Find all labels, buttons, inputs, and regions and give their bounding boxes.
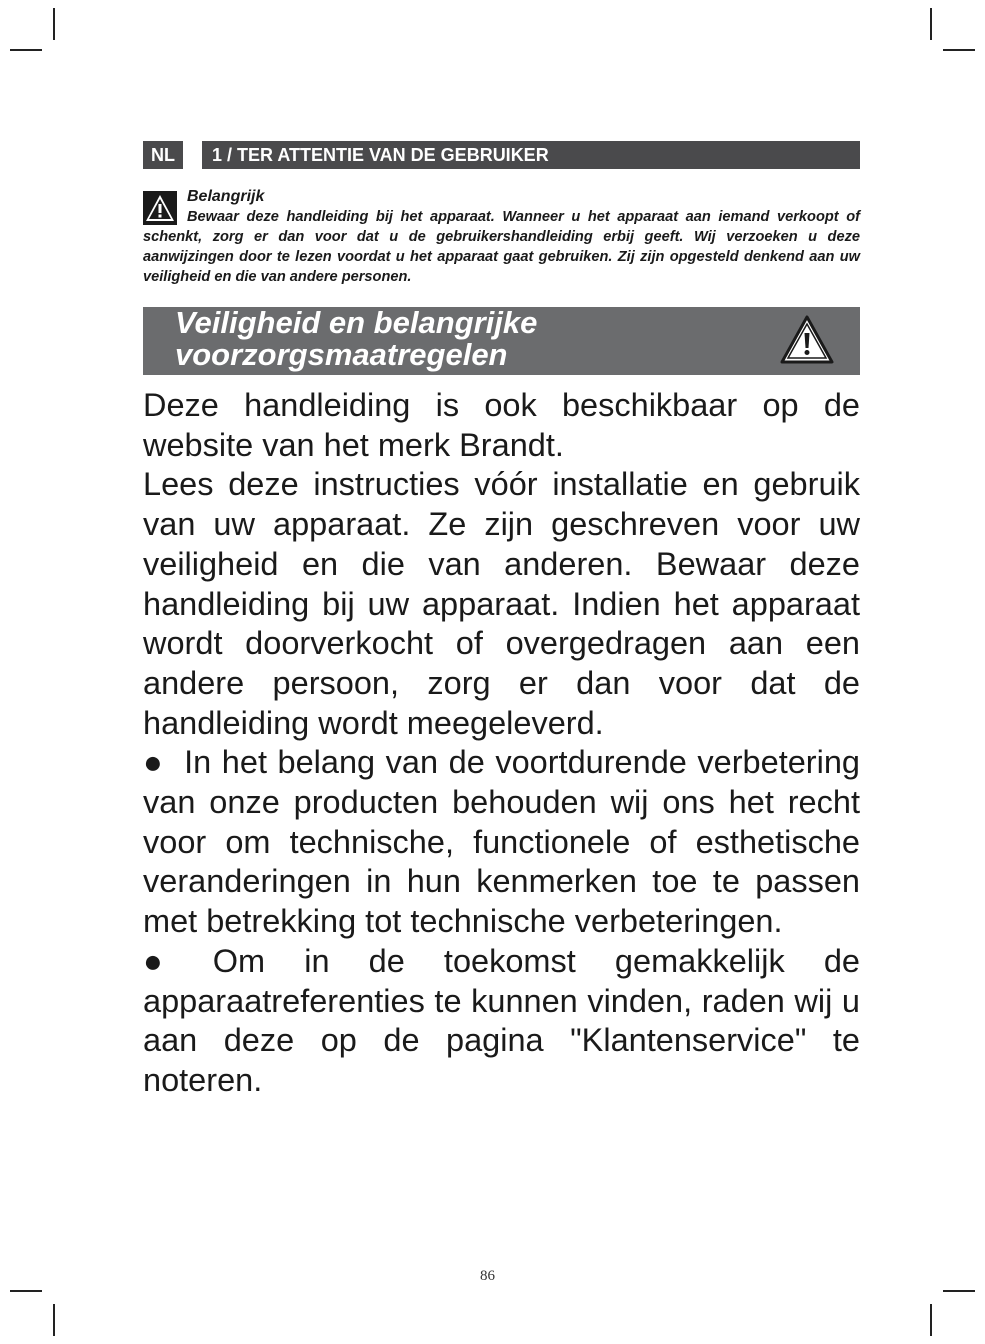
crop-mark (930, 1304, 932, 1336)
safety-banner (143, 307, 860, 375)
bullet-text: Om in de toekomst gemakkelijk de apparaatreferenties te kunnen vinden, raden wij u aan deze op de pagina "Klantenservice" te noteren. (143, 942, 860, 1098)
bullet-item (143, 743, 860, 942)
crop-mark (53, 8, 55, 40)
banner-title-line2: voorzorgsmaatregelen (175, 337, 508, 372)
warning-icon (143, 191, 177, 225)
crop-mark (10, 1290, 42, 1292)
bullet-item (143, 942, 860, 1101)
bullet-icon: ● (143, 942, 193, 979)
section-title: 1 / TER ATTENTIE VAN DE GEBRUIKER (202, 141, 860, 169)
paragraph: Deze handleiding is ook beschikbaar op de website van het merk Brandt. (143, 387, 860, 463)
important-notice (143, 187, 860, 287)
bullet-icon: ● (143, 744, 165, 781)
banner-title-line1: Veiligheid en belangrijke (175, 305, 538, 340)
crop-mark (930, 8, 932, 40)
crop-mark (53, 1304, 55, 1336)
warning-icon (780, 315, 834, 365)
paragraph: Lees deze instructies vóór installatie en gebruik van uw apparaat. Ze zijn geschreven voor uw veiligheid en die van anderen. Bewaar deze handleiding bij uw apparaat. Indien het apparaat wordt doorverkocht of overgedragen aan een andere persoon, zorg er dan voor dat de handleiding wordt meegeleverd. (143, 466, 860, 741)
crop-mark (943, 49, 975, 51)
section-header (143, 141, 860, 169)
page-number: 86 (480, 1268, 495, 1284)
banner-title (175, 307, 537, 371)
bullet-text: In het belang van de voortdurende verbetering van onze producten behouden wij ons het recht voor om technische, functionele of esthetische veranderingen in hun kenmerken toe te passen met betrekking tot technische verbeteringen. (143, 744, 860, 940)
language-badge: NL (143, 141, 183, 169)
crop-mark (10, 49, 42, 51)
body-text (143, 386, 860, 1101)
important-text: Bewaar deze handleiding bij het apparaat. Wanneer u het apparaat aan iemand verkoopt of schenkt, zorg er dan voor dat u de gebruikershandleiding erbij geeft. Wij verzoeken u deze aanwijzingen door te lezen voordat u het apparaat gaat gebruiken. Zij zijn opgesteld denkend aan uw veiligheid en die van andere personen. (143, 209, 860, 285)
important-title: Belangrijk (187, 188, 265, 205)
crop-mark (943, 1290, 975, 1292)
